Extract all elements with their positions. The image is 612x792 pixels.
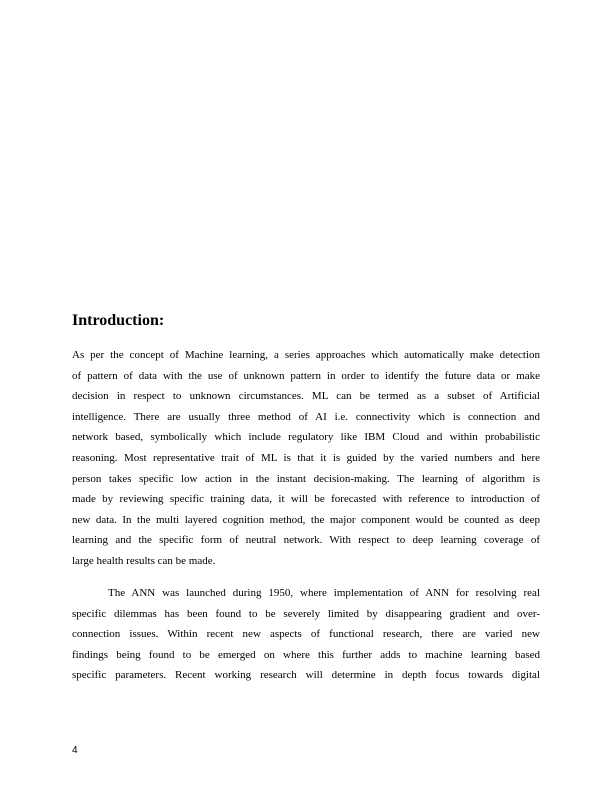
- intro-paragraph-1: [72, 345, 540, 572]
- paragraph-line: new data. In the multi layered cognition method, the major component would be counted as deep: [72, 513, 540, 526]
- paragraph-line: specific parameters. Recent working research will determine in depth focus towards digital: [72, 669, 540, 682]
- paragraph-line: large health results can be made.: [72, 554, 216, 567]
- paragraph-line: intelligence. There are usually three method of AI i.e. connectivity which is connection and: [72, 410, 540, 423]
- intro-paragraph-2: [72, 583, 540, 686]
- paragraph-line: learning and the specific form of neutral network. With respect to deep learning coverage of: [72, 534, 540, 547]
- paragraph-line: As per the concept of Machine learning, a series approaches which automatically make detection: [72, 349, 540, 361]
- section-heading: Introduction:: [72, 312, 165, 329]
- paragraph-line: decision in respect to unknown circumstances. ML can be termed as a subset of Artificial: [72, 390, 540, 403]
- paragraph-line: The ANN was launched during 1950, where implementation of ANN for resolving real: [108, 587, 540, 599]
- paragraph-line: findings being found to be emerged on where this further adds to machine learning based: [72, 648, 540, 661]
- page-number: 4: [72, 745, 78, 756]
- paragraph-line: network based, symbolically which include regulatory like IBM Cloud and within probabilistic: [72, 431, 540, 444]
- paragraph-line: of pattern of data with the use of unknown pattern in order to identify the future data or make: [72, 369, 540, 382]
- paragraph-line: made by reviewing specific training data, it will be forecasted with reference to introduction of: [72, 493, 540, 506]
- paragraph-line: specific dilemmas has been found to be severely limited by disappearing gradient and over-: [72, 607, 540, 620]
- paragraph-line: reasoning. Most representative trait of ML is that it is guided by the varied numbers and here: [72, 451, 540, 464]
- paragraph-line: connection issues. Within recent new aspects of functional research, there are varied new: [72, 628, 540, 641]
- paragraph-line: person takes specific low action in the instant decision-making. The learning of algorithm is: [72, 472, 540, 485]
